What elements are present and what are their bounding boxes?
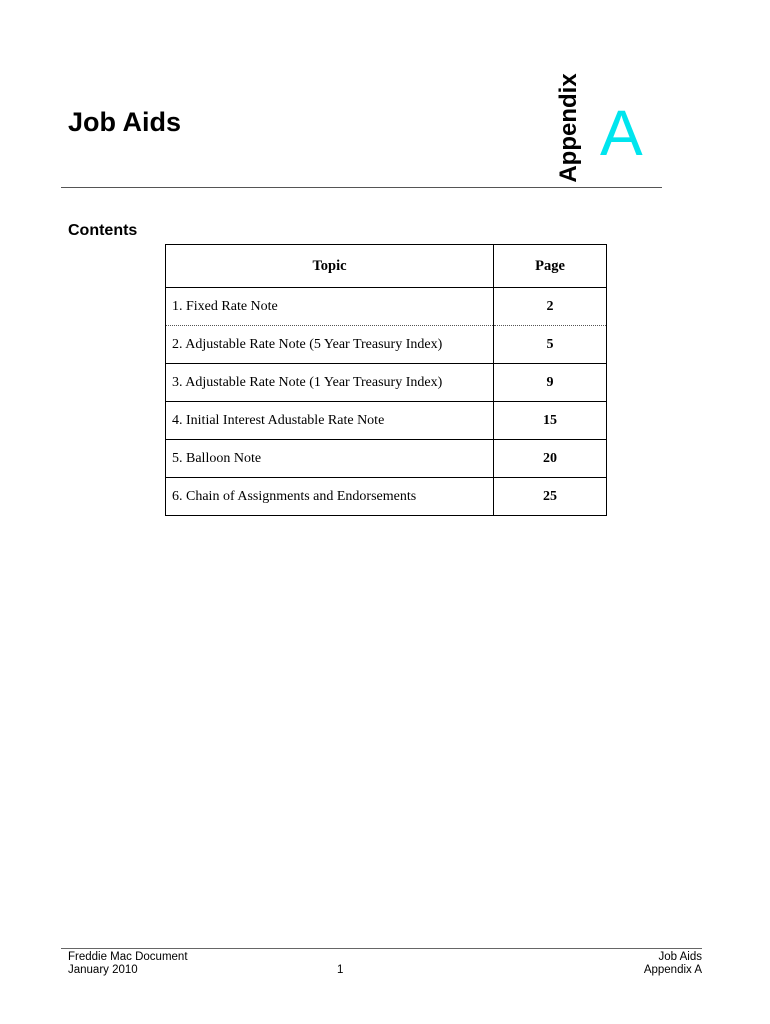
footer-left [68,951,188,977]
table-row [166,440,607,478]
page-cell: 2 [546,298,554,314]
topic-cell: 4. Initial Interest Adustable Rate Note [166,402,494,440]
topic-cell: 1. Fixed Rate Note [166,288,494,326]
topic-cell: 6. Chain of Assignments and Endorsements [166,478,494,516]
topic-cell: 3. Adjustable Rate Note (1 Year Treasury Index) [166,364,494,402]
footer-appendix-label: Appendix A [643,964,702,976]
footer-document-name: Freddie Mac Document [68,951,188,963]
appendix-label: Appendix [555,73,582,183]
appendix-label-container [552,74,586,182]
footer-page-number: 1 [337,964,344,976]
page-cell: 15 [543,412,557,428]
table-row [166,364,607,402]
page-cell: 9 [546,374,554,390]
footer-date: January 2010 [68,964,138,976]
header-divider [61,187,662,188]
table-row [166,288,607,326]
contents-heading: Contents [68,222,138,239]
appendix-letter: A [600,97,643,169]
page-cell: 20 [543,450,557,466]
column-header-page: Page [494,245,607,288]
footer-right [644,951,702,977]
table-row [166,478,607,516]
topic-cell: 2. Adjustable Rate Note (5 Year Treasury Index) [166,326,494,364]
table-row [166,402,607,440]
page-cell: 25 [543,488,557,504]
footer-divider [61,948,702,949]
page-cell: 5 [546,336,554,352]
footer-section-title: Job Aids [658,951,702,963]
topic-cell: 5. Balloon Note [166,440,494,478]
table-row [166,326,607,364]
contents-table [165,244,607,516]
page-title: Job Aids [68,107,182,137]
column-header-topic: Topic [166,245,494,288]
table-header-row [166,245,607,288]
